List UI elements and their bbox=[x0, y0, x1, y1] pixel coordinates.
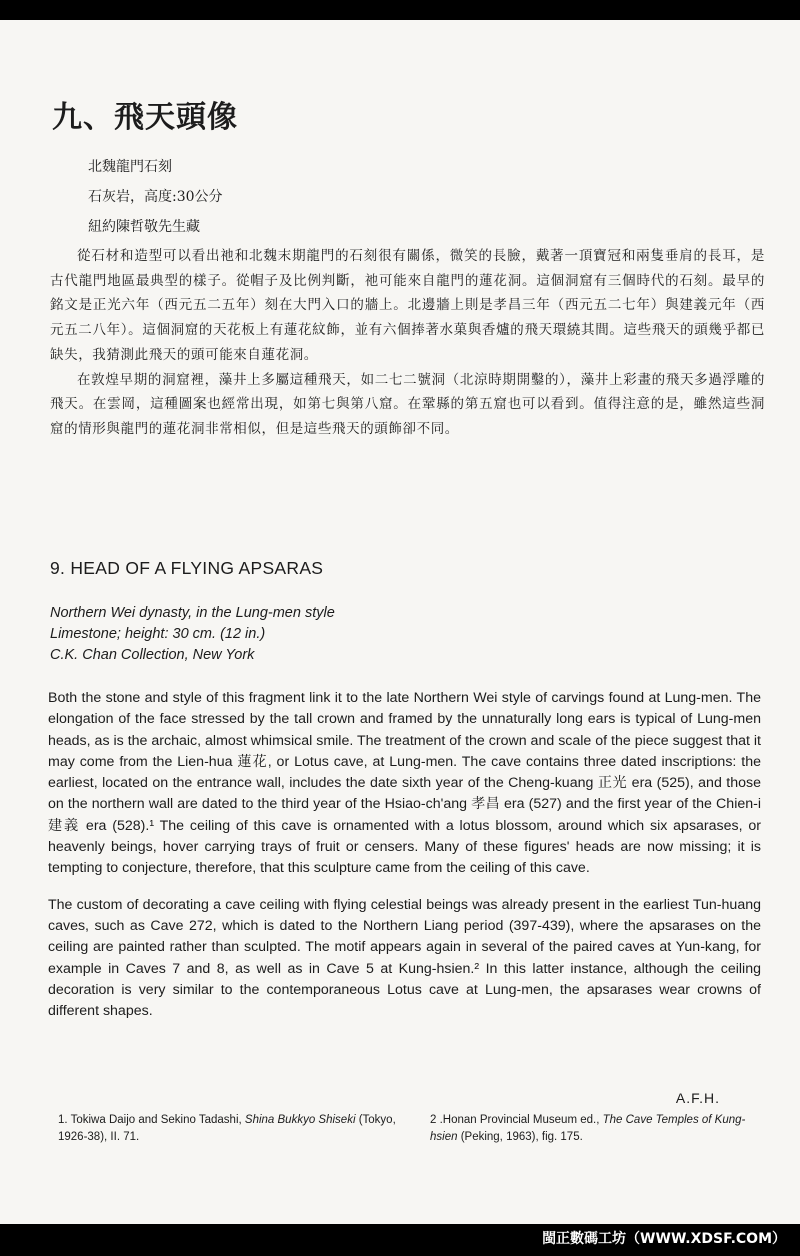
zh-paragraph: 在敦煌早期的洞窟裡，藻井上多屬這種飛天，如二七二號洞（北涼時期開鑿的），藻井上彩畫的飛天多過浮雕的飛天。在雲岡，這種圖案也經常出現，如第七與第八窟。在鞏縣的第五窟也可以看到。值得注意的是，雖然這些洞窟的情形與龍門的蓮花洞非常相似，但是這些飛天的頭飾卻不同。 bbox=[50, 371, 765, 437]
footnote-citation: (Peking, 1963), fig. 175. bbox=[457, 1131, 583, 1143]
en-dynasty: Northern Wei dynasty, in the Lung-men style bbox=[50, 605, 335, 621]
author-initials: A.F.H. bbox=[675, 1090, 720, 1106]
zh-title: 九、飛天頭像 bbox=[52, 100, 238, 135]
zh-paragraph: 從石材和造型可以看出祂和北魏末期龍門的石刻很有關係，微笑的長臉，戴著一頂寶冠和兩隻垂肩的長耳，是古代龍門地區最典型的樣子。從帽子及比例判斷，祂可能來自龍門的蓮花洞。這個洞窟有三個時代的石刻。最早的銘文是正光六年（西元五二五年）刻在大門入口的牆上。北邊牆上則是孝昌三年（西元五二七年）與建義元年（西元五二八年）。這個洞窟的天花板上有蓮花紋飾，並有六個捧著水菓與香爐的飛天環繞其間。這些飛天的頭幾乎都已缺失，我猜測此飛天的頭可能來自蓮花洞。 bbox=[50, 248, 765, 363]
en-body bbox=[48, 688, 761, 1037]
zh-catalogue-info bbox=[88, 152, 223, 242]
zh-dynasty: 北魏龍門石刻 bbox=[88, 159, 172, 175]
footnote-number: 2 bbox=[430, 1114, 437, 1126]
footnote-title: Shina Bukkyo Shiseki bbox=[244, 1114, 356, 1126]
zh-material: 石灰岩，高度:30公分 bbox=[88, 189, 223, 205]
footnote-number: 1. bbox=[58, 1114, 68, 1126]
zh-collection: 紐約陳哲敬先生藏 bbox=[88, 219, 200, 235]
footnote-text: .Honan Provincial Museum ed., bbox=[439, 1114, 603, 1126]
en-paragraph: The custom of decorating a cave ceiling with flying celestial beings was already present in the earliest Tun-huang caves, such as Cave 272, which is dated to the Northern Liang period (397-439), where the apsarases on the ceiling are painted rather than sculpted. The motif appears again in several of the paired caves at Yun-kang, for example in Caves 7 and 8, as well as in Cave 5 at Kung-hsien.² In this latter instance, although the ceiling decoration is very similar to the contemporaneous Lotus cave at Lung-men, the apsarases wear crowns of different shapes. bbox=[48, 896, 761, 1020]
scanner-watermark: 閩正數碼工坊（WWW.XDSF.COM） bbox=[542, 1231, 786, 1247]
footnote-1 bbox=[58, 1112, 398, 1146]
en-heading: 9. HEAD OF A FLYING APSARAS bbox=[50, 558, 324, 578]
footnote-text: Tokiwa Daijo and Sekino Tadashi, bbox=[70, 1114, 245, 1126]
en-collection: C.K. Chan Collection, New York bbox=[50, 647, 255, 663]
book-page bbox=[0, 20, 800, 1224]
en-catalogue-info bbox=[50, 603, 335, 666]
zh-body bbox=[50, 244, 765, 442]
en-paragraph: Both the stone and style of this fragment link it to the late Northern Wei style of carvings found at Lung-men. The elongation of the face stressed by the tall crown and framed by the unnaturally long ears is typical of Lung-men heads, as is the archaic, almost whimsical smile. The treatment of the crown and scale of the piece suggest that it may come from the Lien-hua 蓮花, or Lotus cave, at Lung-men. The cave contains three dated inscriptions: the earliest, located on the entrance wall, includes the date sixth year of the Cheng-kuang 正光 era (525), and those on the northern wall are dated to the third year of the Hsiao-ch'ang 孝昌 era (527) and the first year of the Chien-i 建義 era (528).¹ The ceiling of this cave is ornamented with a lotus blossom, around which six apsarases, or heavenly beings, hover carrying trays of fruit or censers. Many of these figures' heads are now missing; it is tempting to conjecture, therefore, that this sculpture came from the ceiling of this cave. bbox=[48, 690, 761, 877]
footnote-title: The Cave Temples of Kung-hsien bbox=[430, 1114, 746, 1143]
footnote-2 bbox=[430, 1112, 765, 1146]
en-material: Limestone; height: 30 cm. (12 in.) bbox=[50, 626, 266, 642]
footnote-citation: (Tokyo, 1926-38), II. 71. bbox=[58, 1114, 396, 1143]
